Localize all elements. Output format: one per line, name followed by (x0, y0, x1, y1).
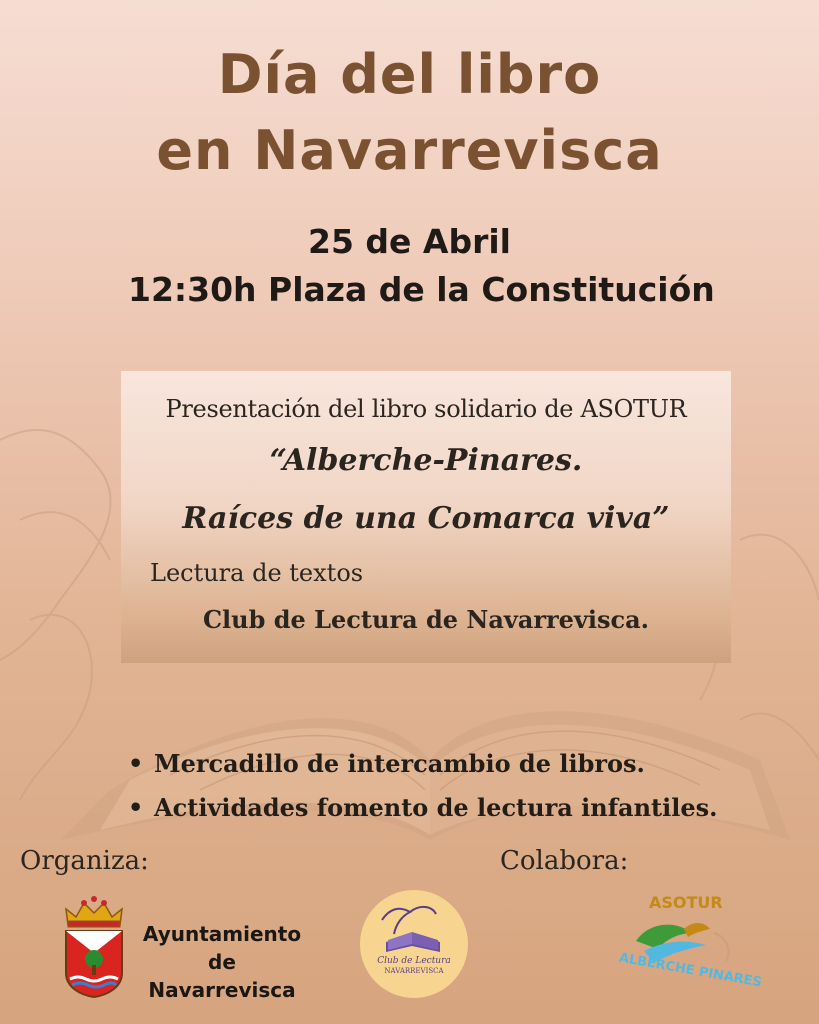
book-title-line2: Raíces de una Comarca viva” (182, 501, 670, 536)
club-logo-line1: Club de Lectura (377, 956, 451, 966)
reading-text: Lectura de textos (150, 559, 364, 587)
event-date: 25 de Abril (308, 222, 511, 261)
club-logo-text (360, 956, 468, 976)
organizer-name (132, 920, 312, 1004)
page-title-line1: Día del libro (217, 43, 602, 106)
asotur-logo (614, 893, 763, 1003)
club-lectura-logo (360, 890, 468, 998)
book-quill-icon (360, 890, 468, 998)
asotur-emblem-icon (614, 893, 744, 1003)
page-title-line2: en Navarrevisca (156, 119, 663, 182)
collaborator-label: Colabora: (500, 846, 629, 876)
organizer-label: Organiza: (20, 846, 149, 876)
list-item: • Mercadillo de intercambio de libros. (128, 742, 717, 786)
activities-list (128, 742, 717, 830)
list-item: • Actividades fomento de lectura infantiles. (128, 786, 717, 830)
coat-of-arms-icon (62, 895, 126, 999)
event-time-place: 12:30h Plaza de la Constitución (128, 270, 715, 309)
club-logo-line2: NAVARREVISCA (384, 967, 444, 975)
asotur-title: ASOTUR (649, 893, 723, 912)
book-title-line1: “Alberche-Pinares. (269, 443, 583, 478)
book-presentation-card (121, 371, 731, 663)
asotur-subtitle: ALBERCHE PINARES (617, 950, 763, 991)
organizer-name-line1: Ayuntamiento (142, 922, 302, 946)
presentation-text: Presentación del libro solidario de ASOTUR (165, 395, 687, 423)
organizer-name-line2: de Navarrevisca (148, 950, 296, 1002)
club-name: Club de Lectura de Navarrevisca. (202, 605, 650, 634)
